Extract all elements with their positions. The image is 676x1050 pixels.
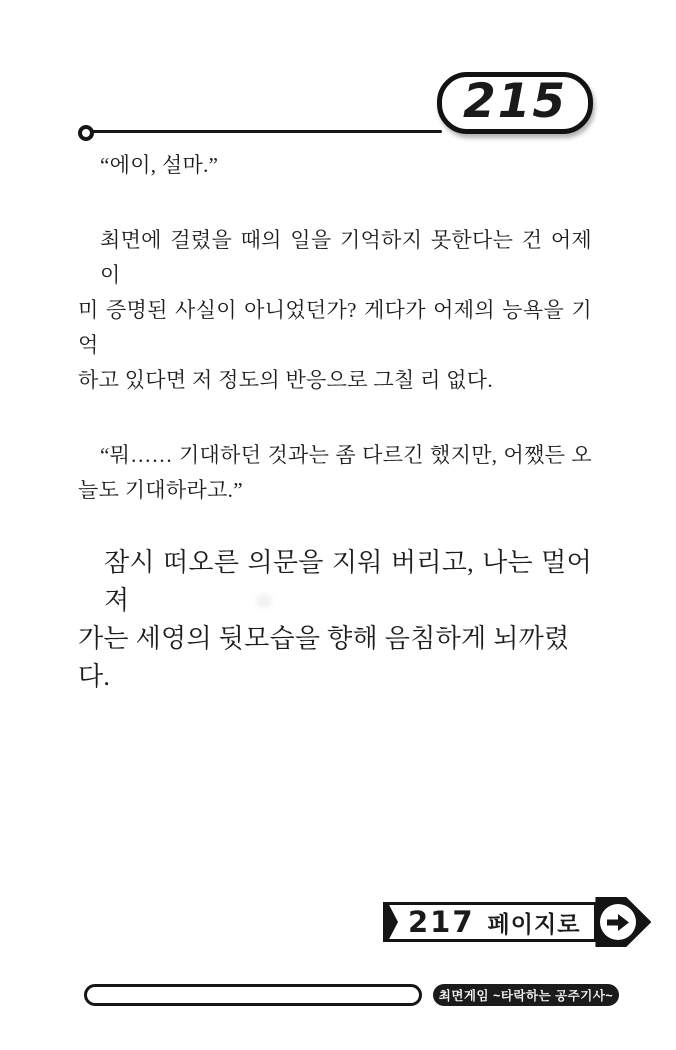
text-line: 늘도 기대하라고.” xyxy=(78,478,243,502)
page-number: 215 xyxy=(462,73,568,129)
text-line: 하고 있다면 저 정도의 반응으로 그칠 리 없다. xyxy=(78,368,493,392)
text-line: “에이, 설마.” xyxy=(100,153,219,177)
series-title-badge xyxy=(433,984,619,1006)
text-line: 잠시 떠오른 의문을 지워 버리고, 나는 멀어져 xyxy=(104,548,592,615)
header-ring-ornament xyxy=(78,125,94,141)
text-line: 미 증명된 사실이 아니었던가? 게다가 어제의 능욕을 기억 xyxy=(78,298,592,357)
series-title: 최면게임 ~타락하는 공주기사~ xyxy=(438,989,614,1003)
paragraph-narration-2 xyxy=(78,544,592,696)
nav-page-number: 217 xyxy=(408,905,475,939)
text-line: “뭐…… 기대하던 것과는 좀 다르긴 했지만, 어쨌든 오 xyxy=(100,443,592,467)
paragraph-narration-1 xyxy=(78,223,592,398)
nav-arrow-head xyxy=(595,897,651,947)
page-text xyxy=(78,148,592,696)
text-line: 가는 세영의 뒷모습을 향해 음침하게 뇌까렸다. xyxy=(78,624,570,691)
ribbon-notch-icon xyxy=(385,904,398,940)
paragraph-dialogue-2 xyxy=(78,438,592,508)
footer-blank-pill xyxy=(84,984,422,1006)
text-line: 최면에 걸렸을 때의 일을 기억하지 못한다는 건 어제 이 xyxy=(100,228,592,287)
page-number-badge xyxy=(437,72,593,134)
paragraph-dialogue-1 xyxy=(78,148,592,183)
goto-page-label-box xyxy=(383,902,597,942)
scan-smudge-artifact xyxy=(256,594,272,608)
goto-page-button[interactable] xyxy=(383,897,651,947)
nav-label: 페이지로 xyxy=(487,911,581,938)
header-rule-line xyxy=(90,130,442,133)
right-arrow-icon xyxy=(600,904,636,940)
